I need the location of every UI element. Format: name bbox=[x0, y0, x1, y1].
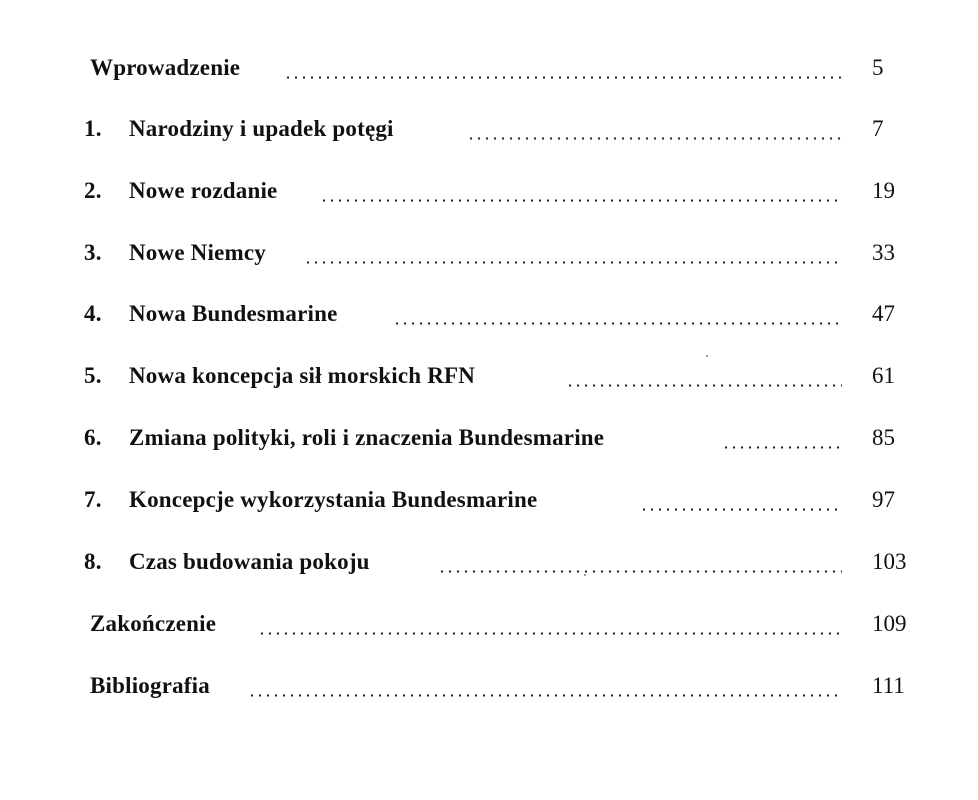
toc-entry-page: 7 bbox=[872, 116, 884, 141]
toc-entry-title: Nowe Niemcy bbox=[129, 240, 266, 265]
toc-entry-page: 61 bbox=[872, 363, 895, 388]
toc-entry-number: 5. bbox=[84, 363, 102, 388]
toc-entry-title: Zakończenie bbox=[90, 611, 217, 636]
toc-entry-chapter-8 bbox=[0, 546, 978, 586]
toc-entry-title: Zmiana polityki, roli i znaczenia Bundesmarine bbox=[129, 425, 605, 450]
toc-entry-chapter-5 bbox=[0, 360, 978, 400]
toc-entry-page: 33 bbox=[872, 240, 895, 265]
toc-entry-chapter-3 bbox=[0, 237, 978, 277]
toc-entry-title: Nowa koncepcja sił morskich RFN bbox=[129, 363, 476, 388]
dot-leader bbox=[248, 694, 842, 697]
toc-entry-page: 19 bbox=[872, 178, 895, 203]
toc-entry-page: 5 bbox=[872, 55, 884, 80]
dot-leader bbox=[304, 261, 842, 264]
toc-entry-title: Wprowadzenie bbox=[90, 55, 241, 80]
toc-entry-bibliography bbox=[0, 670, 978, 710]
toc-entry-number: 4. bbox=[84, 301, 102, 326]
toc-entry-number: 2. bbox=[84, 178, 102, 203]
toc-entry-title: Nowe rozdanie bbox=[129, 178, 278, 203]
toc-entry-title: Narodziny i upadek potęgi bbox=[129, 116, 394, 141]
toc-entry-page: 97 bbox=[872, 487, 895, 512]
dot-leader bbox=[640, 508, 842, 511]
toc-entry-conclusion bbox=[0, 608, 978, 648]
dot-leader bbox=[566, 384, 842, 387]
toc-entry-title: Czas budowania pokoju bbox=[129, 549, 370, 574]
toc-entry-number: 1. bbox=[84, 116, 102, 141]
dot-leader bbox=[258, 632, 842, 635]
dot-leader bbox=[393, 322, 842, 325]
dot-leader bbox=[438, 570, 842, 573]
toc-entry-number: 8. bbox=[84, 549, 102, 574]
toc-entry-chapter-6 bbox=[0, 422, 978, 462]
toc-entry-number: 3. bbox=[84, 240, 102, 265]
toc-entry-chapter-7 bbox=[0, 484, 978, 524]
toc-entry-page: 109 bbox=[872, 611, 907, 636]
toc-entry-page: 47 bbox=[872, 301, 895, 326]
dot-leader bbox=[467, 137, 842, 140]
toc-entry-introduction bbox=[0, 52, 978, 92]
scan-speck bbox=[584, 574, 586, 576]
toc-entry-title: Koncepcje wykorzystania Bundesmarine bbox=[129, 487, 538, 512]
dot-leader bbox=[284, 76, 844, 79]
toc-entry-number: 7. bbox=[84, 487, 102, 512]
toc-entry-chapter-4 bbox=[0, 298, 978, 338]
toc-entry-title: Bibliografia bbox=[90, 673, 210, 698]
toc-entry-number: 6. bbox=[84, 425, 102, 450]
dot-leader bbox=[722, 446, 842, 449]
toc-entry-chapter-2 bbox=[0, 175, 978, 215]
toc-entry-page: 103 bbox=[872, 549, 907, 574]
dot-leader bbox=[320, 199, 842, 202]
toc-entry-page: 111 bbox=[872, 673, 905, 698]
scan-speck bbox=[706, 355, 708, 357]
toc-entry-chapter-1 bbox=[0, 113, 978, 153]
toc-entry-title: Nowa Bundesmarine bbox=[129, 301, 338, 326]
toc-entry-page: 85 bbox=[872, 425, 895, 450]
